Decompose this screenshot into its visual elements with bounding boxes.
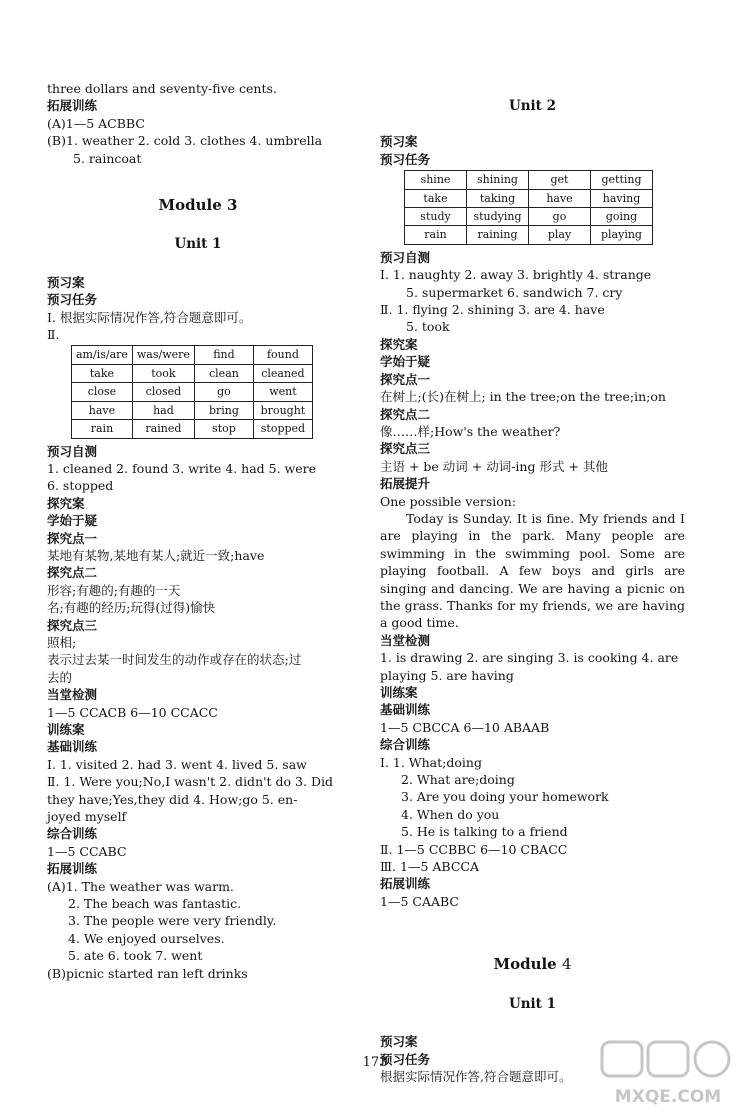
answer-line: One possible version:: [380, 493, 517, 509]
table-cell: had: [132, 401, 194, 419]
answer-line: 1—5 CAABC: [380, 893, 459, 909]
answer-line: 5. He is talking to a friend: [401, 824, 568, 840]
answer-line: 3. Are you doing your homework: [401, 789, 609, 805]
answer-line: 4. When do you: [401, 806, 500, 822]
answer-line: 1—5 CCACB 6—10 CCACC: [47, 704, 218, 720]
verb-ing-table: [404, 170, 653, 245]
section-heading: 预习案: [380, 1034, 418, 1050]
answer-line: 1—5 CCABC: [47, 843, 127, 859]
table-cell: studying: [467, 208, 529, 226]
answer-line: 2. What are;doing: [401, 772, 515, 788]
answer-line: 在树上;(长)在树上; in the tree;on the tree;in;on: [380, 389, 666, 405]
right-column: [380, 80, 685, 1085]
answer-line: Ⅰ. 1. What;doing: [380, 754, 482, 770]
section-heading: 基础训练: [380, 702, 431, 718]
table-cell: found: [253, 346, 312, 364]
answer-line: 去的: [47, 669, 73, 685]
table-row: [405, 189, 653, 207]
answer-line: 5. supermarket 6. sandwich 7. cry: [406, 284, 623, 300]
section-heading: 预习案: [47, 274, 85, 290]
section-heading: 探究点一: [47, 530, 98, 546]
answer-line: 主语 + be 动词 + 动词-ing 形式 + 其他: [380, 458, 608, 474]
answer-line: 名;有趣的经历;玩得(过得)愉快: [47, 600, 216, 616]
table-row: [72, 346, 313, 364]
table-cell: taking: [467, 189, 529, 207]
section-heading: 当堂检测: [47, 687, 98, 703]
section-heading: 当堂检测: [380, 632, 431, 648]
answer-line: 5. ate 6. took 7. went: [68, 948, 203, 964]
table-cell: stopped: [253, 420, 312, 438]
table-cell: find: [194, 346, 253, 364]
answer-line: 表示过去某一时间发生的动作或存在的状态;过: [47, 652, 302, 668]
section-heading: 探究点二: [380, 406, 431, 422]
section-heading: 拓展提升: [380, 476, 431, 492]
table-cell: cleaned: [253, 364, 312, 382]
answer-line: 根据实际情况作答,符合题意即可。: [380, 1068, 572, 1084]
section-heading: 探究案: [380, 336, 418, 352]
answer-line: (B)1. weather 2. cold 3. clothes 4. umbrella: [47, 133, 323, 149]
answer-line: 3. The people were very friendly.: [68, 913, 277, 929]
answer-line: Ⅱ. 1. flying 2. shining 3. are 4. have: [380, 302, 605, 318]
unit-title: Unit 1: [174, 236, 222, 253]
section-heading: 预习案: [380, 134, 418, 150]
table-cell: have: [72, 401, 133, 419]
table-cell: clean: [194, 364, 253, 382]
section-heading: 学始于疑: [380, 354, 431, 370]
module-title: Module 3: [158, 196, 238, 215]
table-cell: rain: [72, 420, 133, 438]
table-row: [405, 171, 653, 189]
section-heading: 预习任务: [380, 1051, 431, 1067]
answer-line: 像……样;How's the weather?: [380, 423, 561, 439]
table-row: [72, 401, 313, 419]
answer-line: (B)picnic started ran left drinks: [47, 965, 248, 981]
answer-line: 某地有某物,某地有某人;就近一致;have: [47, 547, 265, 563]
answer-line: 1. cleaned 2. found 3. write 4. had 5. were: [47, 460, 317, 476]
table-cell: shine: [405, 171, 467, 189]
table-cell: went: [253, 383, 312, 401]
left-column: [47, 80, 349, 982]
answer-line: (A)1. The weather was warm.: [47, 878, 234, 894]
section-heading: 基础训练: [47, 739, 98, 755]
answer-line: playing 5. are having: [380, 667, 514, 683]
section-heading: 预习自测: [47, 443, 98, 459]
section-heading: 预习自测: [380, 249, 431, 265]
table-cell: close: [72, 383, 133, 401]
answer-line: 形容;有趣的;有趣的一天: [47, 582, 181, 598]
table-cell: take: [405, 189, 467, 207]
answer-line: Ⅱ. 1. Were you;No,I wasn't 2. didn't do 3. Did: [47, 774, 333, 790]
unit-title: Unit 1: [508, 995, 557, 1012]
table-row: [72, 420, 313, 438]
table-cell: stop: [194, 420, 253, 438]
section-heading: 拓展训练: [380, 876, 431, 892]
section-heading: 综合训练: [47, 826, 98, 842]
table-cell: bring: [194, 401, 253, 419]
answer-line: they have;Yes,they did 4. How;go 5. en-: [47, 791, 298, 807]
text-line: three dollars and seventy-five cents.: [47, 81, 277, 96]
watermark-text: MXQE.COM: [614, 1087, 722, 1107]
table-cell: have: [529, 189, 591, 207]
module-number: 4: [561, 955, 572, 974]
section-heading: 训练案: [47, 722, 85, 737]
section-heading: 预习任务: [380, 151, 431, 167]
answer-line: 5. raincoat: [73, 150, 142, 166]
table-row: [72, 383, 313, 401]
answer-line: 2. The beach was fantastic.: [68, 896, 242, 912]
answer-line: Ⅰ. 根据实际情况作答,符合题意即可。: [47, 309, 252, 325]
table-row: [405, 226, 653, 244]
section-heading: 学始于疑: [47, 513, 98, 529]
table-cell: am/is/are: [72, 346, 133, 364]
table-cell: rained: [132, 420, 194, 438]
table-cell: brought: [253, 401, 312, 419]
answer-line: 照相;: [47, 634, 77, 650]
sample-essay: Today is Sunday. It is fine. My friends and I are playing in the park. Many people are swimming in the swimming pool. Some are playing football. A few boys and girls are singing and dancing. We are having a picnic on the grass. Thanks for my friends, we are having a good time.: [380, 510, 685, 631]
answer-line: Ⅱ. 1—5 CCBBC 6—10 CBACC: [380, 841, 568, 857]
table-cell: study: [405, 208, 467, 226]
table-cell: getting: [591, 171, 653, 189]
section-heading: 拓展训练: [47, 98, 98, 114]
section-heading: 探究点一: [380, 371, 431, 387]
table-row: [72, 364, 313, 382]
answer-line: 6. stopped: [47, 478, 114, 494]
section-heading: 综合训练: [380, 737, 431, 753]
verb-forms-table: [71, 345, 313, 438]
section-heading: 训练案: [380, 685, 418, 700]
table-cell: go: [194, 383, 253, 401]
module-word: Module: [493, 955, 557, 974]
table-cell: rain: [405, 226, 467, 244]
answer-line: (A)1—5 ACBBC: [47, 115, 145, 131]
table-cell: playing: [591, 226, 653, 244]
table-cell: take: [72, 364, 133, 382]
answer-line: Ⅲ. 1—5 ABCCA: [380, 859, 479, 875]
section-heading: 探究点二: [47, 565, 98, 581]
table-cell: shining: [467, 171, 529, 189]
table-cell: raining: [467, 226, 529, 244]
table-cell: play: [529, 226, 591, 244]
unit-title: Unit 2: [508, 98, 557, 114]
table-cell: get: [529, 171, 591, 189]
section-heading: 预习任务: [47, 292, 98, 308]
section-heading: 探究案: [47, 495, 85, 511]
table-cell: going: [591, 208, 653, 226]
page-number: 173: [362, 1055, 388, 1070]
answer-line: Ⅰ. 1. naughty 2. away 3. brightly 4. strange: [380, 267, 652, 283]
answer-line: Ⅱ.: [47, 327, 60, 343]
table-row: [405, 208, 653, 226]
table-cell: took: [132, 364, 194, 382]
table-cell: having: [591, 189, 653, 207]
answer-line: 1—5 CBCCA 6—10 ABAAB: [380, 719, 550, 735]
section-heading: 探究点三: [47, 617, 98, 633]
watermark-logo: [598, 1038, 738, 1110]
answer-line: 1. is drawing 2. are singing 3. is cooking 4. are: [380, 650, 679, 666]
answer-line: 4. We enjoyed ourselves.: [68, 930, 225, 946]
table-cell: closed: [132, 383, 194, 401]
answer-line: 5. took: [406, 319, 450, 335]
answer-line: joyed myself: [47, 809, 127, 825]
table-cell: go: [529, 208, 591, 226]
answer-line: Ⅰ. 1. visited 2. had 3. went 4. lived 5. saw: [47, 756, 307, 772]
table-cell: was/were: [132, 346, 194, 364]
module-title: [380, 956, 685, 973]
section-heading: 探究点三: [380, 441, 431, 457]
section-heading: 拓展训练: [47, 861, 98, 877]
